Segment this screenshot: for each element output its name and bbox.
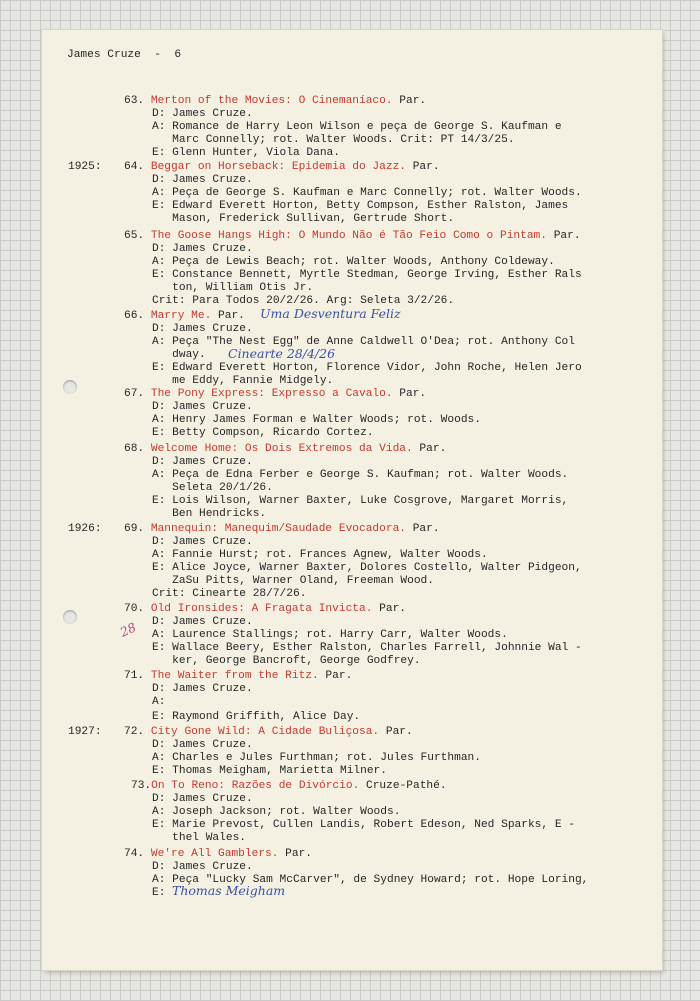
entry-title-line: 63. Merton of the Movies: O Cinemaníaco. Par. — [124, 95, 427, 107]
entry-line: Seleta 20/1/26. — [152, 482, 273, 494]
entry-line: A: Charles e Jules Furthman; rot. Jules Furthman. — [152, 752, 481, 764]
entry-line: ker, George Bancroft, George Godfrey. — [152, 655, 421, 667]
entry-line: A: Joseph Jackson; rot. Walter Woods. — [152, 806, 401, 818]
entry-line: A: Peça "Lucky Sam McCarver", de Sydney Howard; rot. Hope Loring, — [152, 874, 589, 886]
entry-title-line: 74. We're All Gamblers. Par. — [124, 848, 313, 860]
entry-line: Crit: Para Todos 20/2/26. Arg: Seleta 3/2/26. — [152, 295, 455, 307]
handwritten-note: Cinearte 28/4/26 — [228, 346, 336, 361]
handwritten-note: Thomas Meigham — [172, 883, 286, 898]
entry-title-line: 66. Marry Me. Par. — [124, 310, 245, 322]
entry-line: E: Alice Joyce, Warner Baxter, Dolores Costello, Walter Pidgeon, — [152, 562, 582, 574]
entry-line: D: James Cruze. — [152, 108, 253, 120]
entry-line: D: James Cruze. — [152, 536, 253, 548]
entry-title-line: 65. The Goose Hangs High: O Mundo Não é Tão Feio Como o Pintam. Par. — [124, 230, 581, 242]
entry-title-line: 72. City Gone Wild: A Cidade Buliçosa. Par. — [124, 726, 413, 738]
entry-line: A: Peça "The Nest Egg" de Anne Caldwell O'Dea; rot. Anthony Col — [152, 336, 575, 348]
entry-line: E: Lois Wilson, Warner Baxter, Luke Cosgrove, Margaret Morris, — [152, 495, 569, 507]
entry-line: D: James Cruze. — [152, 739, 253, 751]
entry-line: E: Raymond Griffith, Alice Day. — [152, 711, 361, 723]
year-label: 1925: — [68, 161, 102, 173]
entry-title-line: 70. Old Ironsides: A Fragata Invicta. Par. — [124, 603, 407, 615]
punch-hole — [63, 380, 77, 394]
entry-line: A: Laurence Stallings; rot. Harry Carr, Walter Woods. — [152, 629, 508, 641]
entry-line: D: James Cruze. — [152, 401, 253, 413]
entry-line: E: Wallace Beery, Esther Ralston, Charles Farrell, Johnnie Wal - — [152, 642, 582, 654]
entry-line: A: Peça de George S. Kaufman e Marc Connelly; rot. Walter Woods. — [152, 187, 582, 199]
entry-line: D: James Cruze. — [152, 323, 253, 335]
document-page — [42, 30, 662, 970]
entry-line: ton, William Otis Jr. — [152, 282, 314, 294]
entry-line: Marc Connelly; rot. Walter Woods. Crit: PT 14/3/25. — [152, 134, 515, 146]
entry-line: E: Edward Everett Horton, Betty Compson, Esther Ralston, James — [152, 200, 569, 212]
entry-line: D: James Cruze. — [152, 243, 253, 255]
year-label: 1926: — [68, 523, 102, 535]
entry-line: D: James Cruze. — [152, 616, 253, 628]
entry-line: Mason, Frederick Sullivan, Gertrude Short. — [152, 213, 455, 225]
entry-line: ZaSu Pitts, Warner Oland, Freeman Wood. — [152, 575, 434, 587]
entry-line: D: James Cruze. — [152, 793, 253, 805]
entry-title-line: 71. The Waiter from the Ritz. Par. — [124, 670, 353, 682]
margin-note: 28 — [117, 619, 139, 640]
entry-line: D: James Cruze. — [152, 174, 253, 186]
year-label: 1927: — [68, 726, 102, 738]
handwritten-note: Uma Desventura Feliz — [260, 306, 401, 321]
entry-line: A: Peça de Edna Ferber e George S. Kaufman; rot. Walter Woods. — [152, 469, 569, 481]
entry-line: D: James Cruze. — [152, 861, 253, 873]
entry-title-line: 69. Mannequin: Manequim/Saudade Evocadora. Par. — [124, 523, 440, 535]
entry-line: dway. — [152, 349, 206, 361]
entry-title-line: 67. The Pony Express: Expresso a Cavalo. Par. — [124, 388, 427, 400]
entry-line: A: Fannie Hurst; rot. Frances Agnew, Walter Woods. — [152, 549, 488, 561]
entry-title-line: 68. Welcome Home: Os Dois Extremos da Vida. Par. — [124, 443, 447, 455]
entry-line: D: James Cruze. — [152, 456, 253, 468]
entry-line: A: Peça de Lewis Beach; rot. Walter Woods, Anthony Coldeway. — [152, 256, 555, 268]
entry-line: E: Thomas Meigham, Marietta Milner. — [152, 765, 387, 777]
entry-line: Crit: Cinearte 28/7/26. — [152, 588, 307, 600]
entry-line: A: Henry James Forman e Walter Woods; rot. Woods. — [152, 414, 481, 426]
punch-hole — [63, 610, 77, 624]
entry-line: E: Edward Everett Horton, Florence Vidor, John Roche, Helen Jero — [152, 362, 582, 374]
entry-line: A: Romance de Harry Leon Wilson e peça de George S. Kaufman e — [152, 121, 562, 133]
entry-line: me Eddy, Fannie Midgely. — [152, 375, 334, 387]
entry-line: A: — [152, 696, 166, 708]
entry-title-line: 73.On To Reno: Razões de Divórcio. Cruze-Pathé. — [131, 780, 447, 792]
entry-line: E: Betty Compson, Ricardo Cortez. — [152, 427, 374, 439]
page-header: James Cruze - 6 — [67, 49, 182, 61]
entry-title-line: 64. Beggar on Horseback: Epidemia do Jazz. Par. — [124, 161, 440, 173]
entry-line: D: James Cruze. — [152, 683, 253, 695]
entry-line: thel Wales. — [152, 832, 246, 844]
entry-line: Ben Hendricks. — [152, 508, 267, 520]
entry-line: E: — [152, 887, 166, 899]
entry-line: E: Glenn Hunter, Viola Dana. — [152, 147, 340, 159]
entry-line: E: Constance Bennett, Myrtle Stedman, George Irving, Esther Rals — [152, 269, 582, 281]
entry-line: E: Marie Prevost, Cullen Landis, Robert Edeson, Ned Sparks, E - — [152, 819, 575, 831]
